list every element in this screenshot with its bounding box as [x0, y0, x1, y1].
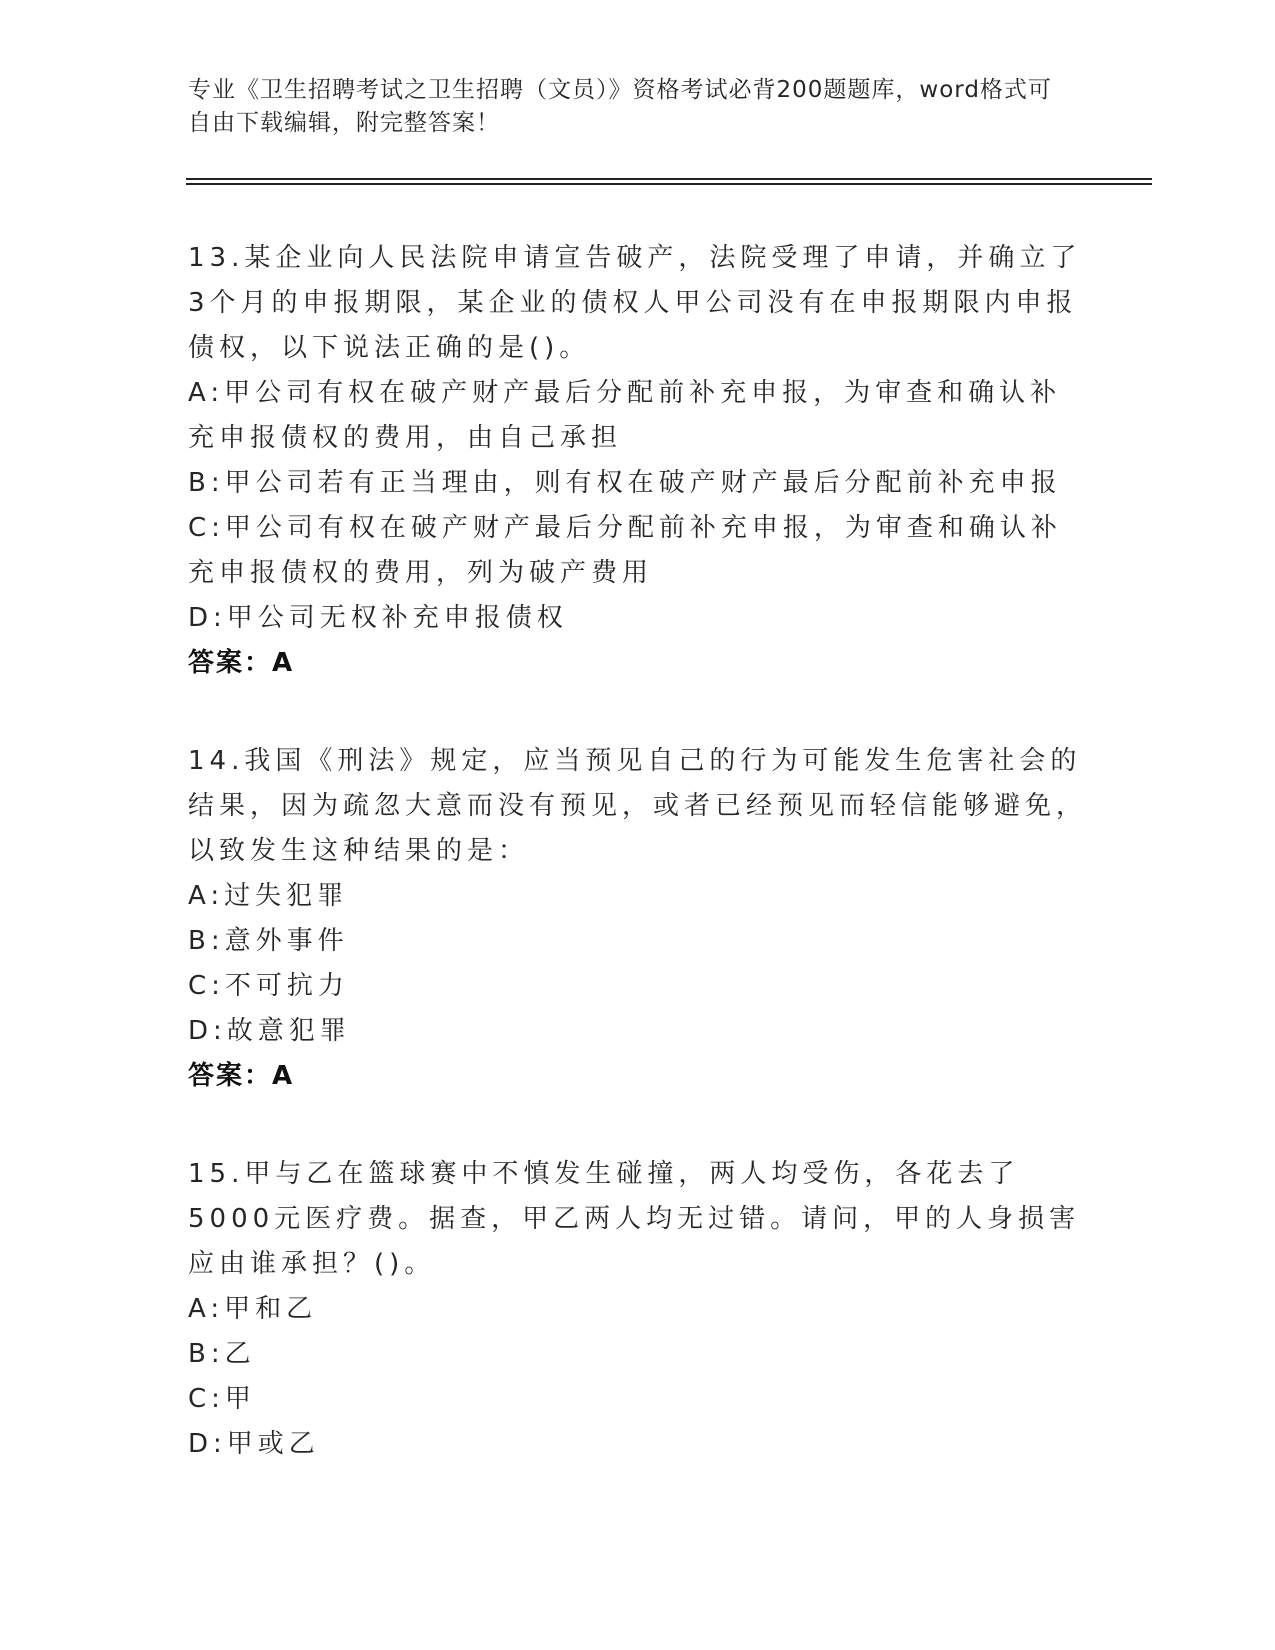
answer-line: 答案：A [188, 1061, 295, 1091]
question-15 [188, 1152, 1088, 1467]
header-divider-top [186, 178, 1152, 180]
question-14 [188, 739, 1088, 1099]
option-d: D:甲或乙 [188, 1429, 320, 1459]
option-c: C:甲 [188, 1384, 256, 1414]
option-b: B:意外事件 [188, 926, 349, 956]
option-b: B:甲公司若有正当理由，则有权在破产财产最后分配前补充申报 [188, 468, 1062, 498]
option-d: D:故意犯罪 [188, 1016, 351, 1046]
question-stem: 13.某企业向人民法院申请宣告破产，法院受理了申请，并确立了3个月的申报期限，某企业的债权人甲公司没有在申报期限内申报债权，以下说法正确的是()。 [188, 243, 1082, 363]
option-b: B:乙 [188, 1339, 256, 1369]
question-13 [188, 236, 1088, 686]
option-d: D:甲公司无权补充申报债权 [188, 603, 568, 633]
option-a: A:甲公司有权在破产财产最后分配前补充申报，为审查和确认补充申报债权的费用，由自己承担 [188, 378, 1062, 453]
answer-line: 答案：A [188, 648, 295, 678]
document-header: 专业《卫生招聘考试之卫生招聘（文员）》资格考试必背200题题库，word格式可自由下载编辑，附完整答案！ [188, 77, 1052, 136]
question-list [188, 236, 1088, 1520]
question-stem: 15.甲与乙在篮球赛中不慎发生碰撞，两人均受伤，各花去了5000元医疗费。据查，甲乙两人均无过错。请问，甲的人身损害应由谁承担？()。 [188, 1159, 1081, 1279]
header-divider-bottom [186, 183, 1152, 185]
option-c: C:不可抗力 [188, 971, 349, 1001]
option-a: A:过失犯罪 [188, 881, 349, 911]
option-a: A:甲和乙 [188, 1294, 318, 1324]
option-c: C:甲公司有权在破产财产最后分配前补充申报，为审查和确认补充申报债权的费用，列为破产费用 [188, 513, 1062, 588]
question-stem: 14.我国《刑法》规定，应当预见自己的行为可能发生危害社会的结果，因为疏忽大意而没有预见，或者已经预见而轻信能够避免，以致发生这种结果的是： [188, 746, 1088, 866]
